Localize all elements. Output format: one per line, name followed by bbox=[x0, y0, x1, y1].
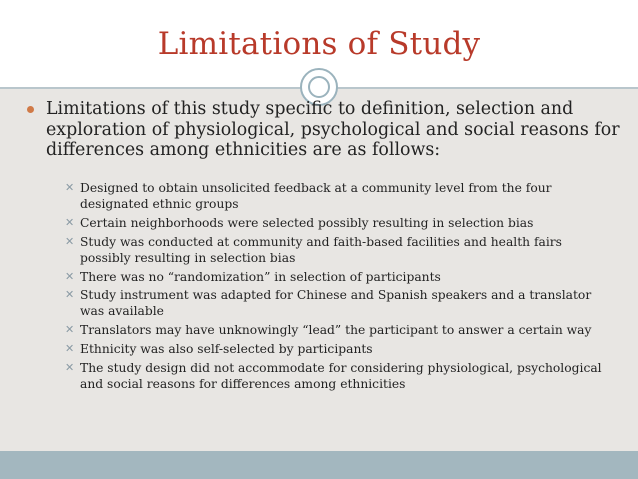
x-bullet-icon: ✕ bbox=[65, 181, 75, 194]
x-bullet-icon: ✕ bbox=[65, 360, 75, 374]
x-bullet-icon: ✕ bbox=[65, 323, 75, 337]
sub-point-text: Study was conducted at community and faith-based facilities and health fairs possibly resulting in selection bias bbox=[80, 234, 562, 265]
sub-point-list bbox=[60, 180, 608, 394]
main-point bbox=[24, 99, 624, 161]
sub-point-text: Designed to obtain unsolicited feedback at a community level from the four designated ethnic groups bbox=[80, 181, 552, 212]
sub-point-text: The study design did not accommodate for considering physiological, psychological and social reasons for differences among ethnicities bbox=[80, 360, 602, 391]
sub-point bbox=[60, 287, 608, 319]
sub-point bbox=[60, 322, 608, 338]
main-point-text: Limitations of this study specific to definition, selection and exploration of physiological, psychological and social reasons for differences among ethnicities are as follows: bbox=[46, 99, 620, 160]
inner-ring bbox=[308, 76, 330, 98]
x-bullet-icon: ✕ bbox=[65, 341, 75, 355]
sub-point-text: Ethnicity was also self-selected by participants bbox=[80, 341, 373, 356]
slide-title: Limitations of Study bbox=[157, 26, 481, 62]
x-bullet-icon: ✕ bbox=[65, 234, 75, 248]
sub-point-text: There was no “randomization” in selection of participants bbox=[80, 269, 441, 284]
sub-point bbox=[60, 360, 608, 392]
sub-point bbox=[60, 341, 608, 357]
sub-point-text: Translators may have unknowingly “lead” the participant to answer a certain way bbox=[80, 323, 592, 338]
x-bullet-icon: ✕ bbox=[65, 215, 75, 229]
sub-point bbox=[60, 180, 608, 212]
footer-band bbox=[0, 451, 638, 479]
sub-point-text: Certain neighborhoods were selected possibly resulting in selection bias bbox=[80, 215, 534, 230]
sub-point bbox=[60, 269, 608, 285]
sub-point-text: Study instrument was adapted for Chinese and Spanish speakers and a translator was available bbox=[80, 288, 592, 319]
x-bullet-icon: ✕ bbox=[65, 269, 75, 283]
sub-point bbox=[60, 215, 608, 231]
sub-point bbox=[60, 234, 608, 266]
x-bullet-icon: ✕ bbox=[65, 288, 75, 302]
